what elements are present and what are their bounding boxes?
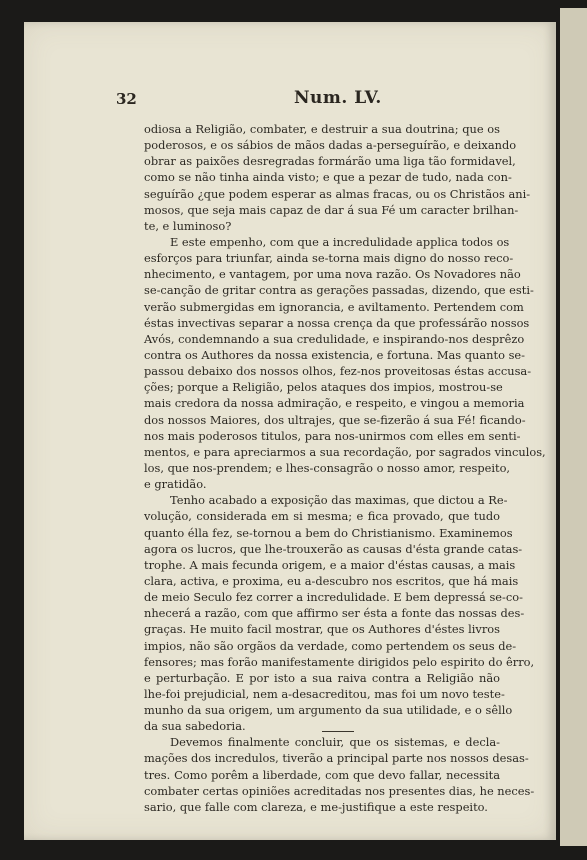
text-line: impios, não são orgãos da verdade, como pertendem os seus de- — [144, 638, 517, 653]
text-line: sario, que falle com clareza, e me-justifique a este respeito. — [144, 799, 488, 814]
text-line: munho da sua origem, um argumento da sua utilidade, e o sêllo — [144, 703, 513, 718]
text-line: mosos, que seja mais capaz de dar á sua Fé um caracter brilhan- — [144, 202, 519, 217]
text-line: seguírão ¿que podem esperar as almas fracas, ou os Christãos ani- — [144, 186, 531, 201]
text-line: volução, considerada em si mesma; e fica provado, que tudo — [144, 509, 500, 524]
text-line: combater certas opiniões acreditadas nos presentes dias, he neces- — [144, 783, 535, 798]
text-line: esforços para triunfar, ainda se-torna mais digno do nosso reco- — [144, 251, 514, 266]
text-line: mações dos incredulos, tiverão a principal parte nos nossos desas- — [144, 751, 529, 766]
text-line: de meio Seculo fez correr a incredulidade. E bem depressá se-co- — [144, 590, 523, 605]
text-line: da sua sabedoria. — [144, 719, 246, 734]
text-line: dos nossos Maiores, dos ultrajes, que se-fizerão á sua Fé! ficando- — [144, 412, 526, 427]
text-line: nhecimento, e vantagem, por uma nova razão. Os Novadores não — [144, 267, 521, 282]
text-line: mais credora da nossa admiração, e respeito, e vingou a memoria — [144, 396, 525, 411]
closing-rule — [322, 731, 354, 732]
text-line: como se não tinha ainda visto; e que a pezar de tudo, nada con- — [144, 170, 512, 185]
text-line: passou debaixo dos nossos olhos, fez-nos proveitosas éstas accusa- — [144, 364, 532, 379]
text-line: obrar as paixões desregradas formárão uma liga tão formidavel, — [144, 154, 516, 169]
text-line: quanto élla fez, se-tornou a bem do Christianismo. Examinemos — [144, 525, 513, 540]
page-number: 32 — [116, 90, 137, 108]
running-title: Num. LV. — [294, 88, 382, 108]
paragraph — [144, 492, 535, 734]
text-line: nos mais poderosos titulos, para nos-unirmos com elles em senti- — [144, 428, 521, 443]
text-line: verão submergidas em ignorancia, e aviltamento. Pertendem com — [144, 299, 524, 314]
text-line: te, e luminoso? — [144, 218, 232, 233]
text-line: Avós, condemnando a sua credulidade, e inspirando-nos desprêzo — [144, 331, 525, 346]
text-line: éstas invectivas separar a nossa crença da que professárão nossos — [144, 315, 530, 330]
text-line: mentos, e para apreciarmos a sua recordação, por sagrados vinculos, — [144, 444, 546, 459]
text-line: se-canção de gritar contra as gerações passadas, dizendo, que esti- — [144, 283, 534, 298]
body-text — [144, 121, 546, 815]
text-line: Devemos finalmente concluir, que os sistemas, e decla- — [170, 735, 500, 750]
paragraph — [144, 734, 535, 815]
paragraph — [144, 121, 531, 234]
text-line: lhe-foi prejudicial, nem a-desacreditou, mas foi um novo teste- — [144, 686, 505, 701]
adjacent-page-edge — [560, 8, 587, 846]
text-line: tres. Como porêm a liberdade, com que devo fallar, necessita — [144, 767, 500, 782]
text-line: e gratidão. — [144, 477, 207, 492]
text-line: E este empenho, com que a incredulidade applica todos os — [170, 234, 510, 249]
text-line: fensores; mas forão manifestamente dirigidos pelo espirito do êrro, — [144, 654, 535, 669]
text-line: trophe. A mais fecunda origem, e a maior d'éstas causas, a mais — [144, 557, 516, 572]
text-line: contra os Authores da nossa existencia, e fortuna. Mas quanto se- — [144, 347, 526, 362]
text-line: los, que nos-prendem; e lhes-consagrão o nosso amor, respeito, — [144, 460, 511, 475]
text-line: ções; porque a Religião, pelos ataques dos impios, mostrou-se — [144, 380, 503, 395]
text-line: e perturbação. E por isto a sua raiva contra a Religião não — [144, 670, 500, 685]
text-line: Tenho acabado a exposição das maximas, que dictou a Re- — [170, 493, 508, 508]
text-line: agora os lucros, que lhe-trouxerão as causas d'ésta grande catas- — [144, 541, 523, 556]
paragraph — [144, 234, 546, 492]
text-line: graças. He muito facil mostrar, que os Authores d'éstes livros — [144, 622, 500, 637]
page-header — [116, 90, 496, 110]
text-line: nhecerá a razão, com que affirmo ser ésta a fonte das nossas des- — [144, 606, 525, 621]
text-line: odiosa a Religião, combater, e destruir a sua doutrina; que os — [144, 122, 500, 136]
text-line: clara, activa, e proxima, eu a-descubro nos escritos, que há mais — [144, 573, 519, 588]
text-line: poderosos, e os sábios de mãos dadas a-perseguírão, e deixando — [144, 138, 517, 153]
